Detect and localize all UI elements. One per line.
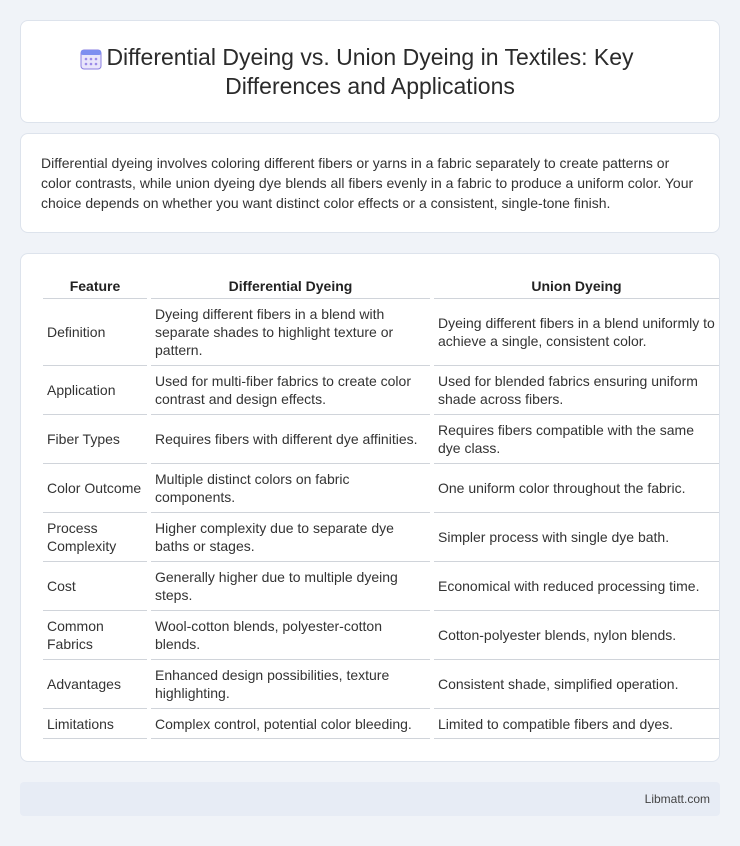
- table-row: [43, 513, 719, 562]
- row-differential: Requires fibers with different dye affinities.: [151, 415, 430, 464]
- row-differential: Higher complexity due to separate dye baths or stages.: [151, 513, 430, 562]
- row-feature: Color Outcome: [43, 464, 147, 513]
- row-union: Simpler process with single dye bath.: [434, 513, 719, 562]
- column-header-differential: Differential Dyeing: [151, 274, 430, 299]
- row-feature: Application: [43, 366, 147, 415]
- row-feature: Definition: [43, 299, 147, 366]
- row-differential: Dyeing different fibers in a blend with separate shades to highlight texture or pattern.: [151, 299, 430, 366]
- page-title: Differential Dyeing vs. Union Dyeing in Textiles: Key Differences and Applications: [106, 43, 634, 99]
- row-union: Requires fibers compatible with the same dye class.: [434, 415, 719, 464]
- column-header-feature: Feature: [43, 274, 147, 299]
- row-union: Cotton-polyester blends, nylon blends.: [434, 611, 719, 660]
- row-differential: Complex control, potential color bleeding.: [151, 709, 430, 739]
- row-feature: Process Complexity: [43, 513, 147, 562]
- row-union: One uniform color throughout the fabric.: [434, 464, 719, 513]
- row-differential: Enhanced design possibilities, texture highlighting.: [151, 660, 430, 709]
- row-feature: Common Fabrics: [43, 611, 147, 660]
- header-card: [20, 20, 720, 123]
- table-row: [43, 415, 719, 464]
- table-header-row: [43, 274, 719, 299]
- row-feature: Advantages: [43, 660, 147, 709]
- footer-site-name: Libmatt.com: [644, 792, 710, 806]
- row-differential: Used for multi-fiber fabrics to create color contrast and design effects.: [151, 366, 430, 415]
- row-differential: Multiple distinct colors on fabric components.: [151, 464, 430, 513]
- row-union: Economical with reduced processing time.: [434, 562, 719, 611]
- row-union: Limited to compatible fibers and dyes.: [434, 709, 719, 739]
- row-union: Dyeing different fibers in a blend uniformly to achieve a single, consistent color.: [434, 299, 719, 366]
- table-row: [43, 299, 719, 366]
- row-differential: Generally higher due to multiple dyeing steps.: [151, 562, 430, 611]
- column-header-union: Union Dyeing: [434, 274, 719, 299]
- table-row: [43, 464, 719, 513]
- comparison-table: [43, 274, 719, 739]
- table-row: [43, 366, 719, 415]
- row-union: Used for blended fabrics ensuring uniform shade across fibers.: [434, 366, 719, 415]
- row-feature: Cost: [43, 562, 147, 611]
- row-union: Consistent shade, simplified operation.: [434, 660, 719, 709]
- row-feature: Limitations: [43, 709, 147, 739]
- intro-card: [20, 133, 720, 233]
- footer-bar: [20, 782, 720, 816]
- table-row: [43, 562, 719, 611]
- intro-paragraph: Differential dyeing involves coloring different fibers or yarns in a fabric separately to create patterns or color contrasts, while union dyeing dye blends all fibers evenly in a fabric to produce a uniform color. Your choice depends on whether you want distinct color effects or a consistent, single-tone finish.: [41, 155, 694, 211]
- row-feature: Fiber Types: [43, 415, 147, 464]
- row-differential: Wool-cotton blends, polyester-cotton blends.: [151, 611, 430, 660]
- comparison-table-card: [20, 253, 720, 762]
- table-row: [43, 611, 719, 660]
- table-row: [43, 660, 719, 709]
- table-row: [43, 709, 719, 739]
